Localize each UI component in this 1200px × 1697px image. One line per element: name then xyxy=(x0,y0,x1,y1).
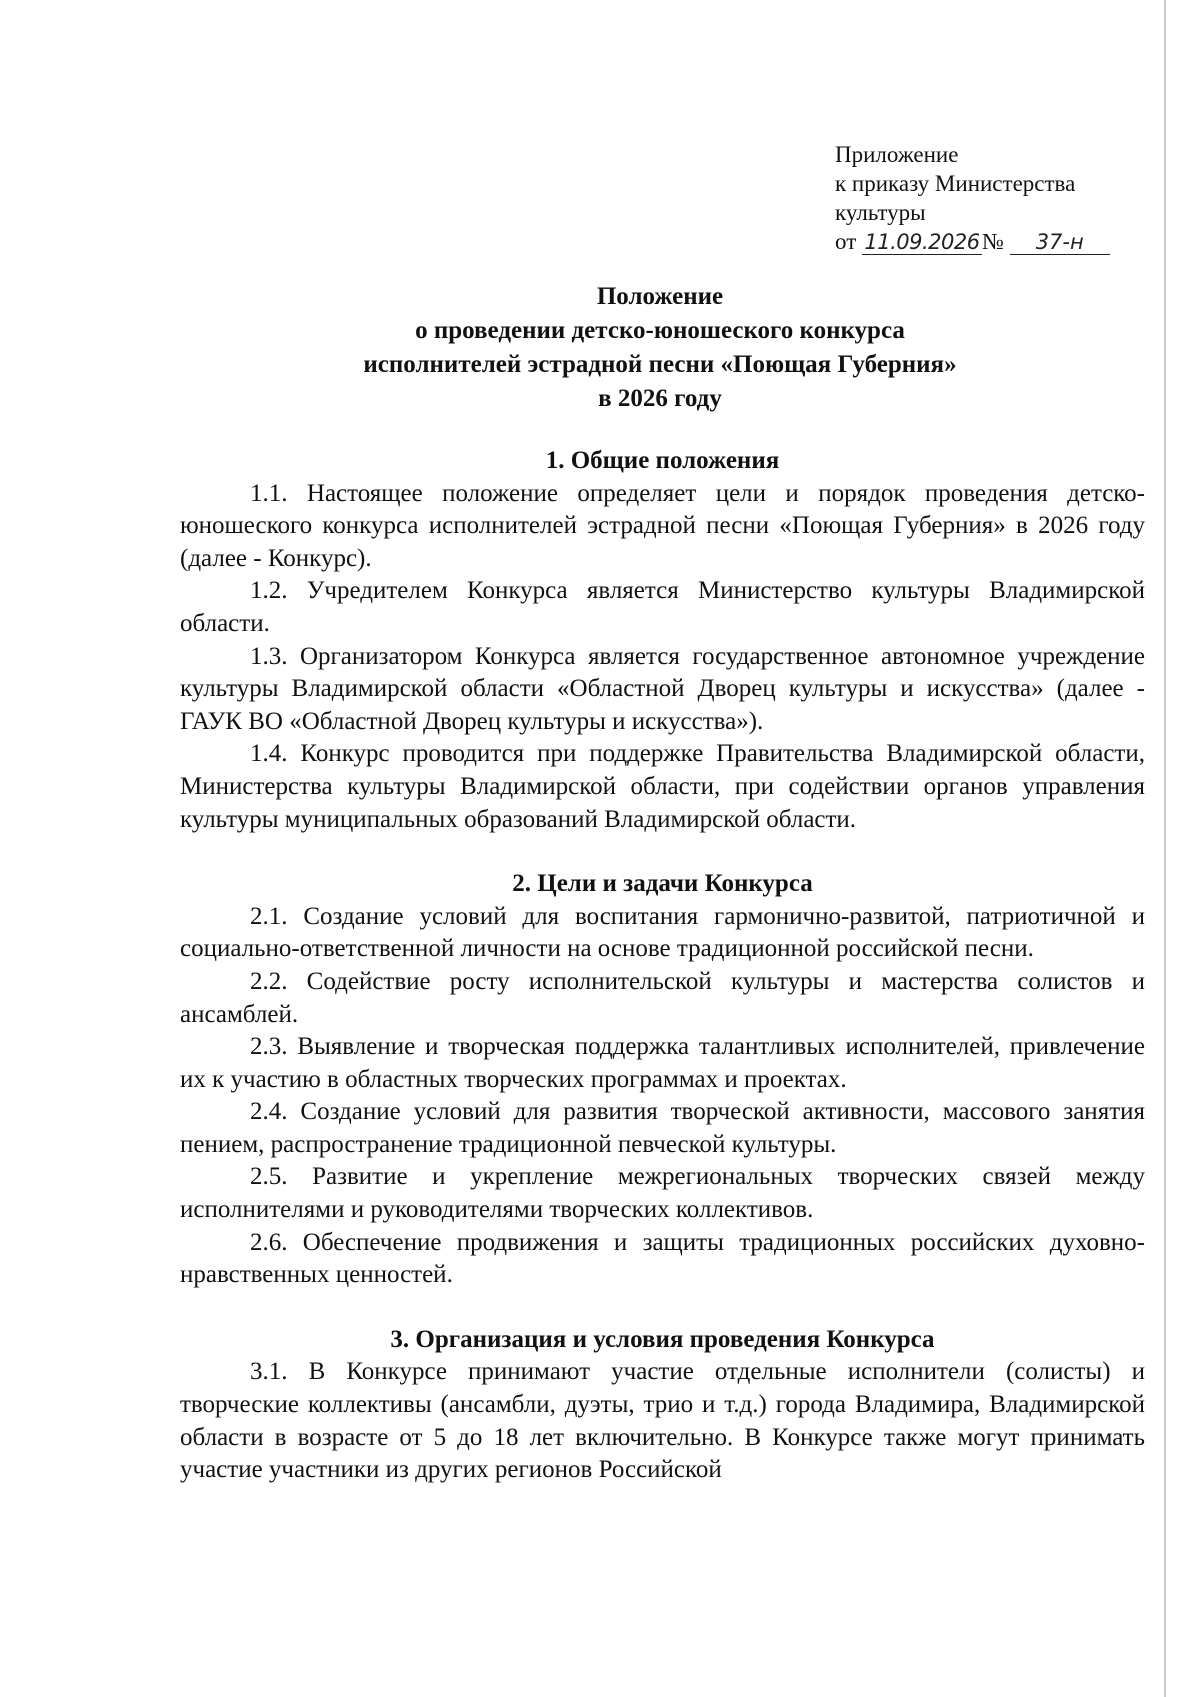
appendix-header xyxy=(835,140,1155,256)
paragraph-2-4: 2.4. Создание условий для развития творческой активности, массового занятия пением, распространение традиционной певческой культуры. xyxy=(180,1098,1145,1158)
title-line-4: в 2026 году xyxy=(598,385,722,412)
paragraph-3-1: 3.1. В Конкурсе принимают участие отдельные исполнители (солисты) и творческие коллективы (ансамбли, дуэты, трио и т.д.) города Владимира, Владимирской области в возрасте от 5 до 18 лет включительно. В Конкурсе также могут принимать участие участники из других регионов Российской xyxy=(180,1358,1145,1484)
number-label: № xyxy=(982,229,1004,254)
paragraph-1-2: 1.2. Учредителем Конкурса является Министерство культуры Владимирской области. xyxy=(180,577,1145,637)
paragraph-2-3: 2.3. Выявление и творческая поддержка талантливых исполнителей, привлечение их к участию в областных творческих программах и проектах. xyxy=(180,1033,1145,1093)
paragraph-2-5: 2.5. Развитие и укрепление межрегиональных творческих связей между исполнителями и руководителями творческих коллективов. xyxy=(180,1163,1145,1224)
title-line-3: исполнителей эстрадной песни «Поющая Губерния» xyxy=(363,351,957,378)
title-line-2: о проведении детско-юношеского конкурса xyxy=(415,317,905,344)
paragraph-1-4: 1.4. Конкурс проводится при поддержке Правительства Владимирской области, Министерства культуры Владимирской области, при содействии органов управления культуры муниципальных образований Владимирской области. xyxy=(180,740,1145,833)
appendix-line-1: Приложение xyxy=(835,142,959,167)
section-2-heading: 2. Цели и задачи Конкурса xyxy=(512,870,813,898)
appendix-line-2: к приказу Министерства xyxy=(835,171,1076,196)
section-gap xyxy=(180,1292,1145,1324)
paragraph-1-3: 1.3. Организатором Конкурса является государственное автономное учреждение культуры Владимирской области «Областной Дворец культуры и искусства» (далее - ГАУК ВО «Областной Дворец культуры и искусства»). xyxy=(180,642,1145,735)
scan-edge-line xyxy=(1164,0,1166,1697)
document-body xyxy=(180,445,1145,1487)
appendix-line-3: культуры xyxy=(835,200,926,225)
document-title xyxy=(180,280,1140,416)
handwritten-date: 11.09.2026 xyxy=(862,230,982,255)
from-label: от xyxy=(835,229,857,254)
section-gap xyxy=(180,836,1145,868)
handwritten-number: 37-н xyxy=(1010,230,1110,255)
paragraph-2-6: 2.6. Обеспечение продвижения и защиты традиционных российских духовно-нравственных ценностей. xyxy=(180,1228,1145,1289)
paragraph-1-1: 1.1. Настоящее положение определяет цели и порядок проведения детско-юношеского конкурса исполнителей эстрадной песни «Поющая Губерния» в 2026 году (далее - Конкурс). xyxy=(180,479,1145,572)
order-date-number-line xyxy=(835,227,1155,256)
paragraph-2-1: 2.1. Создание условий для воспитания гармонично-развитой, патриотичной и социально-ответственной личности на основе традиционной российской песни. xyxy=(180,902,1145,963)
paragraph-2-2: 2.2. Содействие росту исполнительской культуры и мастерства солистов и ансамблей. xyxy=(180,967,1145,1028)
section-3-heading: 3. Организация и условия проведения Конкурса xyxy=(390,1325,935,1353)
title-line-1: Положение xyxy=(596,283,724,310)
section-1-heading: 1. Общие положения xyxy=(545,447,780,474)
